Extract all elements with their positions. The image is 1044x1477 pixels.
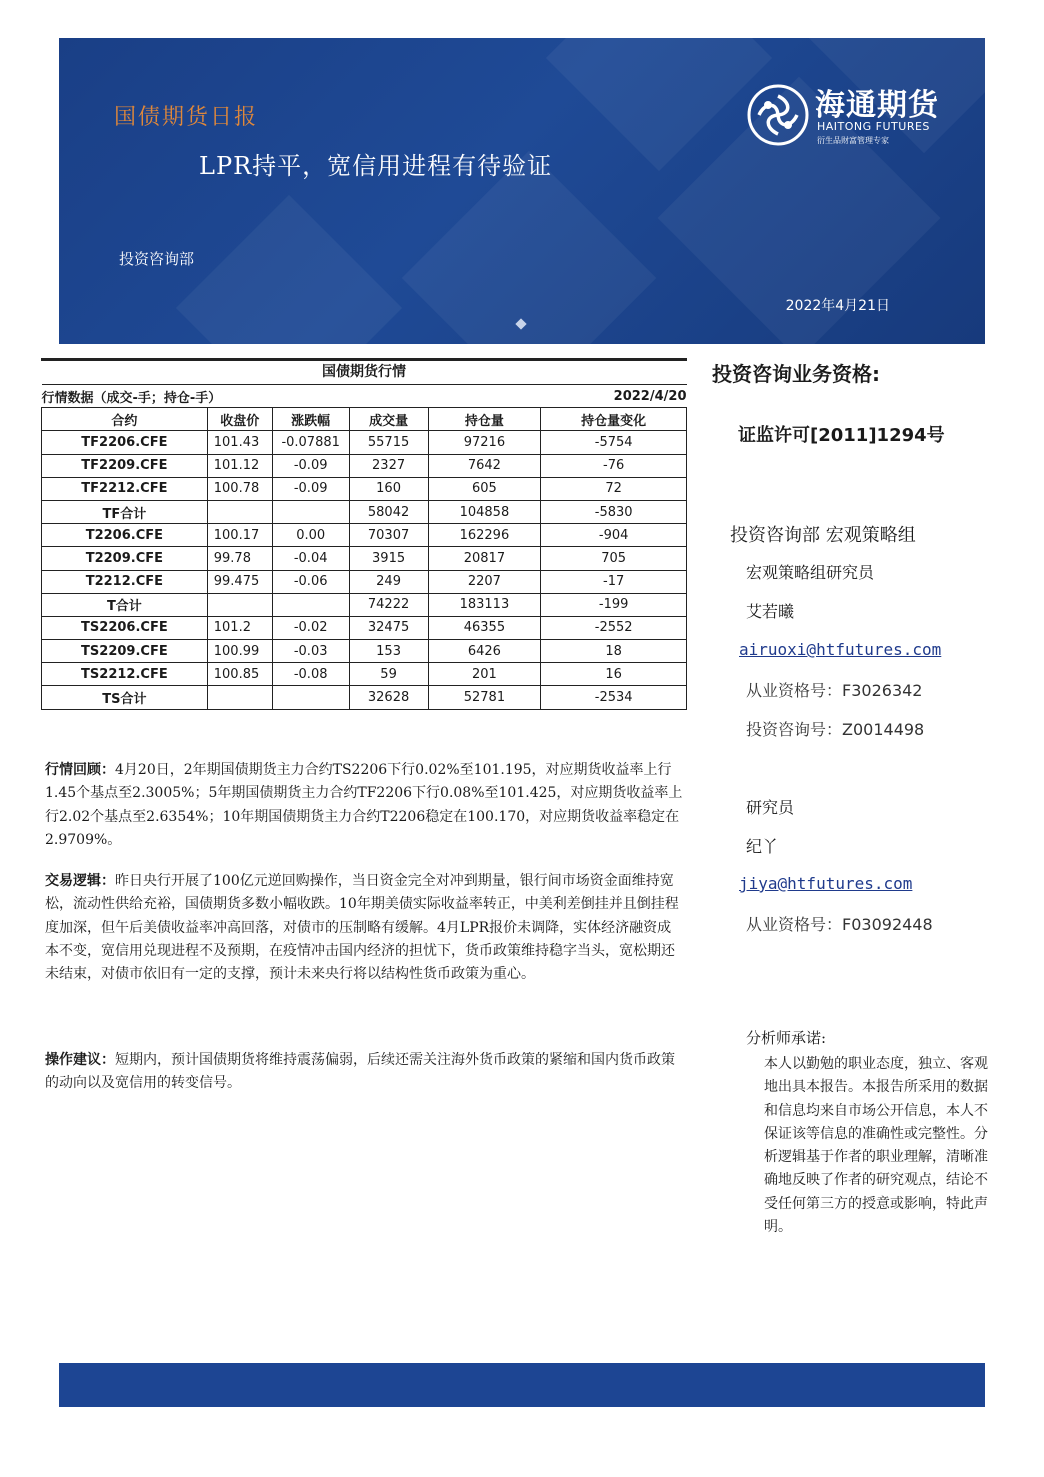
cert-number: F3026342 xyxy=(842,681,923,700)
table-caption: 国债期货行情 xyxy=(322,364,406,380)
table-row xyxy=(42,454,687,477)
table-cell: 32475 xyxy=(349,616,428,639)
table-cell: 52781 xyxy=(428,686,541,709)
table-cell xyxy=(272,500,349,523)
table-cell: -0.09 xyxy=(272,477,349,500)
col-header: 持仓量 xyxy=(428,408,541,431)
table-row xyxy=(42,477,687,500)
cert-label: 从业资格号： xyxy=(746,681,843,700)
table-header-row xyxy=(42,408,687,431)
analyst1-name: 艾若曦 xyxy=(746,602,795,621)
contract-cell: T合计 xyxy=(42,593,208,616)
consult-number: Z0014498 xyxy=(842,720,925,739)
table-cell: 183113 xyxy=(428,593,541,616)
market-table xyxy=(41,358,687,710)
cert-number: F03092448 xyxy=(842,915,933,934)
table-body xyxy=(42,431,687,709)
company-logo xyxy=(747,80,967,150)
table-units: 行情数据（成交-手；持仓-手） xyxy=(42,385,429,408)
consult-label: 投资咨询号： xyxy=(746,720,843,739)
report-title: LPR持平，宽信用进程有待验证 xyxy=(199,152,553,180)
table-cell: 55715 xyxy=(349,431,428,454)
analyst1-consult xyxy=(746,717,924,740)
table-cell: 160 xyxy=(349,477,428,500)
contract-cell: TS合计 xyxy=(42,686,208,709)
table-row xyxy=(42,616,687,639)
logo-name-cn: 海通期货 xyxy=(815,88,939,123)
table-cell: 100.85 xyxy=(207,663,272,686)
report-banner xyxy=(59,38,985,344)
table-row xyxy=(42,640,687,663)
table-cell: -0.02 xyxy=(272,616,349,639)
table-cell: -0.03 xyxy=(272,640,349,663)
license-number: 证监许可[2011]1294号 xyxy=(738,425,945,446)
table-cell: -199 xyxy=(541,593,687,616)
table-cell: -17 xyxy=(541,570,687,593)
logic-paragraph xyxy=(45,870,685,986)
analyst-promise-text: 本人以勤勉的职业态度，独立、客观地出具本报告。本报告所采用的数据和信息均来自市场公开信息，本人不保证该等信息的准确性或完整性。分析逻辑基于作者的职业理解，清晰准确地反映了作者的研究观点，结论不受任何第三方的授意或影响，特此声明。 xyxy=(764,1056,988,1236)
table-caption-row xyxy=(42,358,687,385)
table-cell: -0.08 xyxy=(272,663,349,686)
table-cell: -0.09 xyxy=(272,454,349,477)
col-header: 收盘价 xyxy=(207,408,272,431)
contract-cell: TS2206.CFE xyxy=(42,616,208,639)
logo-name-en: HAITONG FUTURES xyxy=(817,120,930,133)
table-cell: 0.00 xyxy=(272,524,349,547)
col-header: 涨跌幅 xyxy=(272,408,349,431)
table-row xyxy=(42,593,687,616)
analyst2-email-link[interactable]: jiya@htfutures.com xyxy=(739,874,913,893)
table-cell: 99.78 xyxy=(207,547,272,570)
table-cell: 101.2 xyxy=(207,616,272,639)
table-row xyxy=(42,663,687,686)
analyst1-email-link[interactable]: airuoxi@htfutures.com xyxy=(739,640,942,659)
table-cell: 70307 xyxy=(349,524,428,547)
table-cell: 32628 xyxy=(349,686,428,709)
table-row xyxy=(42,570,687,593)
table-cell: 16 xyxy=(541,663,687,686)
table-cell: 46355 xyxy=(428,616,541,639)
table-subcaption-row xyxy=(42,385,687,408)
review-text: 4月20日，2年期国债期货主力合约TS2206下行0.02%至101.195，对应期货收益率上行1.45个基点至2.3005%；5年期国债期货主力合约TF2206下行0.08%至101.425，对应期货收益率上行2.02个基点至2.6354%；10年期国债期货主力合约T2206稳定在100.170，对应期货收益率稳定在2.9709%。 xyxy=(45,762,683,848)
review-paragraph xyxy=(45,759,685,852)
table-cell: 97216 xyxy=(428,431,541,454)
table-cell: -0.06 xyxy=(272,570,349,593)
table-cell: 162296 xyxy=(428,524,541,547)
table-date: 2022/4/20 xyxy=(428,385,686,408)
contract-cell: TF2209.CFE xyxy=(42,454,208,477)
table-cell: 58042 xyxy=(349,500,428,523)
analyst-promise-title: 分析师承诺: xyxy=(746,1029,827,1047)
analyst1-cert xyxy=(746,678,922,701)
advice-paragraph xyxy=(45,1049,685,1096)
analyst2-name: 纪丫 xyxy=(746,837,779,856)
wave-logo-icon xyxy=(747,84,809,146)
table-cell: 7642 xyxy=(428,454,541,477)
table-cell: 20817 xyxy=(428,547,541,570)
table-row xyxy=(42,500,687,523)
table-cell: 100.99 xyxy=(207,640,272,663)
table-cell: -0.07881 xyxy=(272,431,349,454)
table-cell xyxy=(207,686,272,709)
table-cell: -2552 xyxy=(541,616,687,639)
table-row xyxy=(42,686,687,709)
table-row xyxy=(42,547,687,570)
qualification-title: 投资咨询业务资格: xyxy=(712,362,880,386)
table-cell: -2534 xyxy=(541,686,687,709)
contract-cell: TF2212.CFE xyxy=(42,477,208,500)
table-cell: 249 xyxy=(349,570,428,593)
contract-cell: T2209.CFE xyxy=(42,547,208,570)
table-cell: -0.04 xyxy=(272,547,349,570)
contract-cell: TS2209.CFE xyxy=(42,640,208,663)
table-cell: 2207 xyxy=(428,570,541,593)
table-cell: 101.12 xyxy=(207,454,272,477)
table-cell: 18 xyxy=(541,640,687,663)
table-cell: 74222 xyxy=(349,593,428,616)
contract-cell: TF2206.CFE xyxy=(42,431,208,454)
banner-decor xyxy=(176,195,402,344)
report-category: 国债期货日报 xyxy=(114,105,259,130)
col-header: 成交量 xyxy=(349,408,428,431)
col-header: 合约 xyxy=(42,408,208,431)
analyst1-role: 宏观策略组研究员 xyxy=(746,563,875,582)
table-cell xyxy=(207,500,272,523)
table-cell: -904 xyxy=(541,524,687,547)
table-cell: 59 xyxy=(349,663,428,686)
table-cell: 153 xyxy=(349,640,428,663)
table-row xyxy=(42,431,687,454)
footer-bar xyxy=(59,1363,985,1407)
report-department: 投资咨询部 xyxy=(119,250,195,268)
table-cell xyxy=(272,593,349,616)
table-cell: 99.475 xyxy=(207,570,272,593)
table-cell: 104858 xyxy=(428,500,541,523)
table-cell: 6426 xyxy=(428,640,541,663)
contract-cell: T2206.CFE xyxy=(42,524,208,547)
cert-label: 从业资格号： xyxy=(746,915,843,934)
logic-label: 交易逻辑： xyxy=(45,873,115,889)
table-cell: -5754 xyxy=(541,431,687,454)
review-label: 行情回顾： xyxy=(45,762,115,778)
contract-cell: T2212.CFE xyxy=(42,570,208,593)
table-row xyxy=(42,524,687,547)
table-cell: 705 xyxy=(541,547,687,570)
report-date: 2022年4月21日 xyxy=(785,298,890,314)
table-cell: 2327 xyxy=(349,454,428,477)
table-cell: 101.43 xyxy=(207,431,272,454)
table-cell xyxy=(207,593,272,616)
table-cell: 605 xyxy=(428,477,541,500)
contract-cell: TF合计 xyxy=(42,500,208,523)
table-cell: 100.17 xyxy=(207,524,272,547)
logic-text: 昨日央行开展了100亿元逆回购操作，当日资金完全对冲到期量，银行间市场资金面维持宽松，流动性供给充裕，国债期货多数小幅收跌。10年期美债实际收益率转正，中美利差倒挂并且倒挂程度加深，但午后美债收益率冲高回落，对债市的压制略有缓解。4月LPR报价未调降，实体经济融资成本不变，宽信用兑现进程不及预期，在疫情冲击国内经济的担忧下，货币政策维持稳字当头，宽松期还未结束，对债市依旧有一定的支撑，预计未来央行将以结构性货币政策为重心。 xyxy=(45,873,679,983)
contract-cell: TS2212.CFE xyxy=(42,663,208,686)
table-cell: -5830 xyxy=(541,500,687,523)
table-cell: 3915 xyxy=(349,547,428,570)
table-cell: 201 xyxy=(428,663,541,686)
analyst2-cert xyxy=(746,912,933,935)
table-cell xyxy=(272,686,349,709)
table-cell: -76 xyxy=(541,454,687,477)
table-cell: 100.78 xyxy=(207,477,272,500)
analyst2-role: 研究员 xyxy=(746,798,795,817)
advice-text: 短期内，预计国债期货将维持震荡偏弱，后续还需关注海外货币政策的紧缩和国内货币政策的动向以及宽信用的转变信号。 xyxy=(45,1052,675,1092)
team-name: 投资咨询部 宏观策略组 xyxy=(730,525,916,546)
col-header: 持仓量变化 xyxy=(541,408,687,431)
table-cell: 72 xyxy=(541,477,687,500)
advice-label: 操作建议： xyxy=(45,1052,115,1068)
logo-slogan: 衍生品财富管理专家 xyxy=(817,136,889,145)
